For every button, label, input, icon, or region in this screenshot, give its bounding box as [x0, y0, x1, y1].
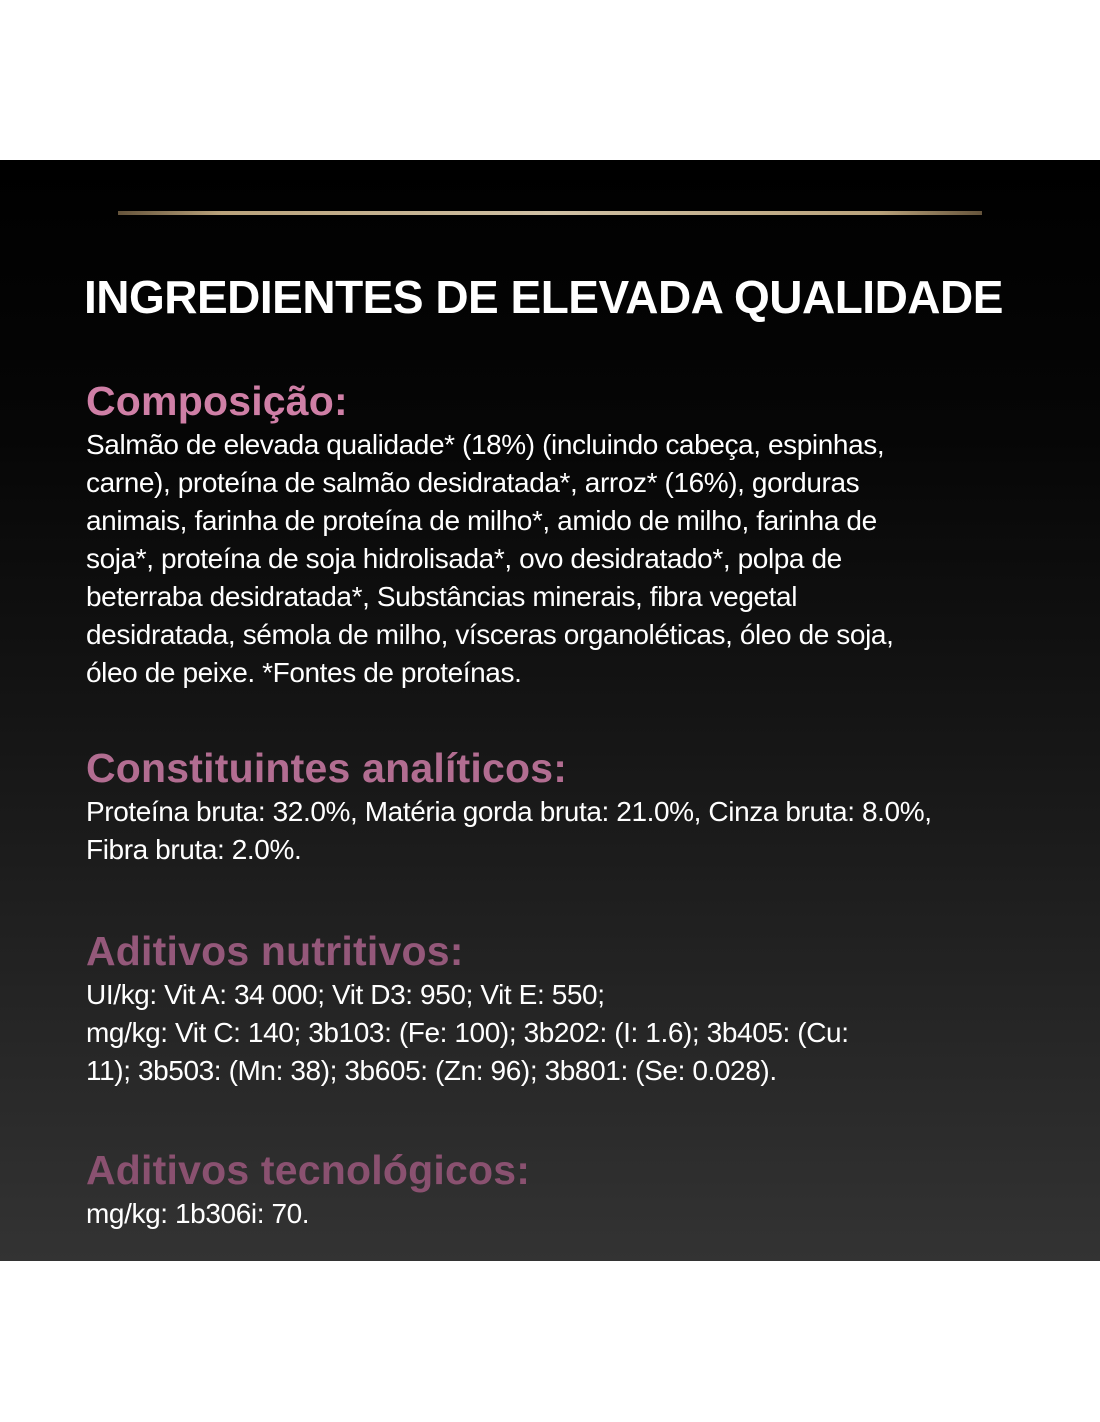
composition-heading: Composição:: [86, 378, 348, 424]
nutritional-additives-heading: Aditivos nutritivos:: [86, 928, 464, 974]
composition-section: [86, 376, 1046, 692]
technological-additives-heading: Aditivos tecnológicos:: [86, 1147, 531, 1193]
composition-text: Salmão de elevada qualidade* (18%) (incluindo cabeça, espinhas, carne), proteína de salmão desidratada*, arroz* (16%), gorduras animais, farinha de proteína de milho*, amido de milho, farinha de soja*, proteína de soja hidrolisada*, ovo desidratado*, polpa de beterraba desidratada*, Substâncias minerais, fibra vegetal desidratada, sémola de milho, vísceras organoléticas, óleo de soja, óleo de peixe. *Fontes de proteínas.: [86, 429, 894, 688]
nutritional-additives-text: UI/kg: Vit A: 34 000; Vit D3: 950; Vit E: 550; mg/kg: Vit C: 140; 3b103: (Fe: 100); 3b202: (I: 1.6); 3b405: (Cu: 11); 3b503: (Mn: 38); 3b605: (Zn: 96); 3b801: (Se: 0.028).: [86, 979, 849, 1086]
analytical-constituents-text: Proteína bruta: 32.0%, Matéria gorda bruta: 21.0%, Cinza bruta: 8.0%, Fibra bruta: 2.0%.: [86, 796, 932, 865]
analytical-constituents-heading: Constituintes analíticos:: [86, 745, 568, 791]
gold-divider-line: [118, 211, 982, 215]
technological-additives-text: mg/kg: 1b306i: 70.: [86, 1198, 310, 1229]
technological-additives-section: [86, 1145, 1046, 1233]
ingredients-panel: [0, 160, 1100, 1261]
analytical-constituents-section: [86, 743, 1046, 869]
page-title: INGREDIENTES DE ELEVADA QUALIDADE: [84, 271, 1003, 323]
nutritional-additives-section: [86, 926, 1046, 1090]
